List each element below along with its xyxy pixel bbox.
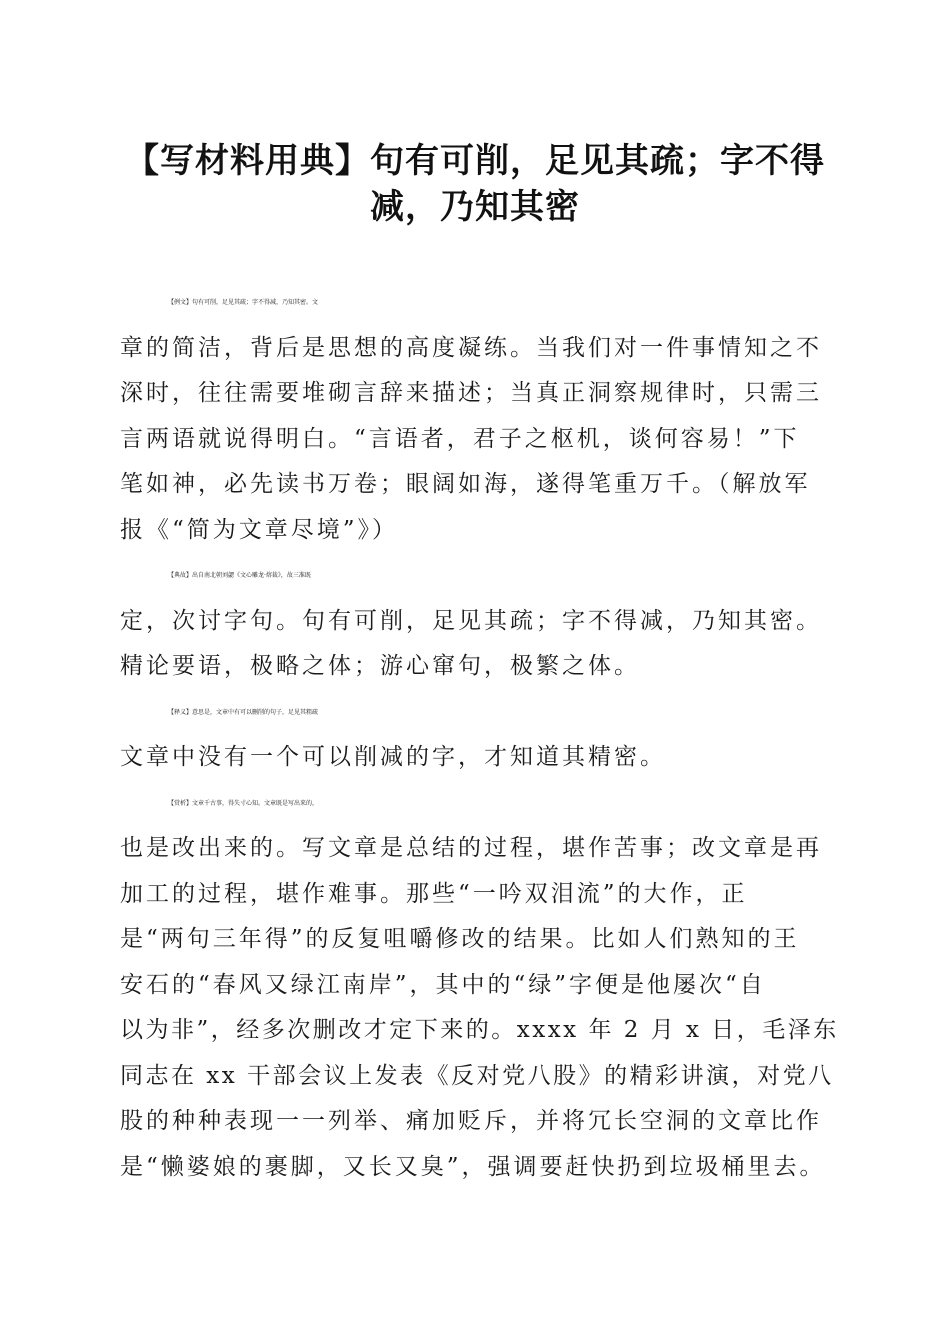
paragraph-line: 精论要语，极略之体；游心窜句，极繁之体。 bbox=[120, 653, 640, 679]
paragraph-line: 同志在 xx 干部会议上发表《反对党八股》的精彩讲演，对党八 bbox=[120, 1062, 834, 1089]
paragraph-line: 以为非”，经多次删改才定下来的。xxxx 年 2 月 x 日，毛泽东 bbox=[120, 1017, 839, 1043]
paragraph-line: 是“两句三年得”的反复咀嚼修改的结果。比如人们熟知的王 bbox=[120, 926, 800, 952]
paragraph-line: 笔如神，必先读书万卷；眼阔如海，遂得笔重万千。（解放军 bbox=[120, 471, 811, 497]
paragraph-line: 【赏析】文章千古事，得失寸心知。文章既是写出来的， bbox=[168, 799, 319, 807]
paragraph-line: 深时，往往需要堆砌言辞来描述；当真正洞察规律时，只需三 bbox=[120, 380, 822, 406]
paragraph-line: 【例文】句有可削，足见其疏；字不得减，乃知其密。文 bbox=[168, 299, 319, 306]
paragraph-line: 是“懒婆娘的裹脚，又长又臭”，强调要赶快扔到垃圾桶里去。 bbox=[120, 1153, 826, 1180]
paragraph-line: 安石的“春风又绿江南岸”，其中的“绿”字便是他屡次“自 bbox=[120, 971, 766, 998]
paragraph-line: 股的种种表现一一列举、痛加贬斥，并将冗长空洞的文章比作 bbox=[120, 1108, 822, 1134]
paragraph-line: 文章中没有一个可以削减的字，才知道其精密。 bbox=[120, 744, 666, 770]
document-title bbox=[110, 138, 840, 230]
paragraph-line: 【释义】意思是，文章中有可以删削的句子，足见其粗疏 bbox=[168, 708, 319, 716]
paragraph-line: 也是改出来的。写文章是总结的过程，堪作苦事；改文章是再 bbox=[120, 835, 822, 861]
paragraph-line: 【典故】出自南北朝刘勰《文心雕龙·熔裁》，故三准既 bbox=[168, 572, 311, 579]
paragraph-appreciation bbox=[120, 781, 840, 1191]
paragraph-line: 章的简洁，背后是思想的高度凝练。当我们对一件事情知之不 bbox=[120, 334, 822, 361]
paragraph-example bbox=[120, 280, 840, 553]
paragraph-line: 定，次讨字句。句有可削，足见其疏；字不得减，乃知其密。 bbox=[120, 607, 822, 634]
paragraph-allusion bbox=[120, 553, 840, 690]
document-body bbox=[120, 280, 840, 1190]
paragraph-line: 言两语就说得明白。“言语者，君子之枢机，谈何容易！”下 bbox=[120, 425, 800, 452]
title-line: 减，乃知其密 bbox=[370, 187, 580, 227]
paragraph-line: 报《“简为文章尽境”》） bbox=[120, 516, 399, 543]
paragraph-line: 加工的过程，堪作难事。那些“一吟双泪流”的大作，正 bbox=[120, 880, 748, 907]
paragraph-meaning bbox=[120, 690, 840, 781]
title-line: 【写材料用典】句有可削，足见其疏；字不得 bbox=[125, 141, 825, 181]
